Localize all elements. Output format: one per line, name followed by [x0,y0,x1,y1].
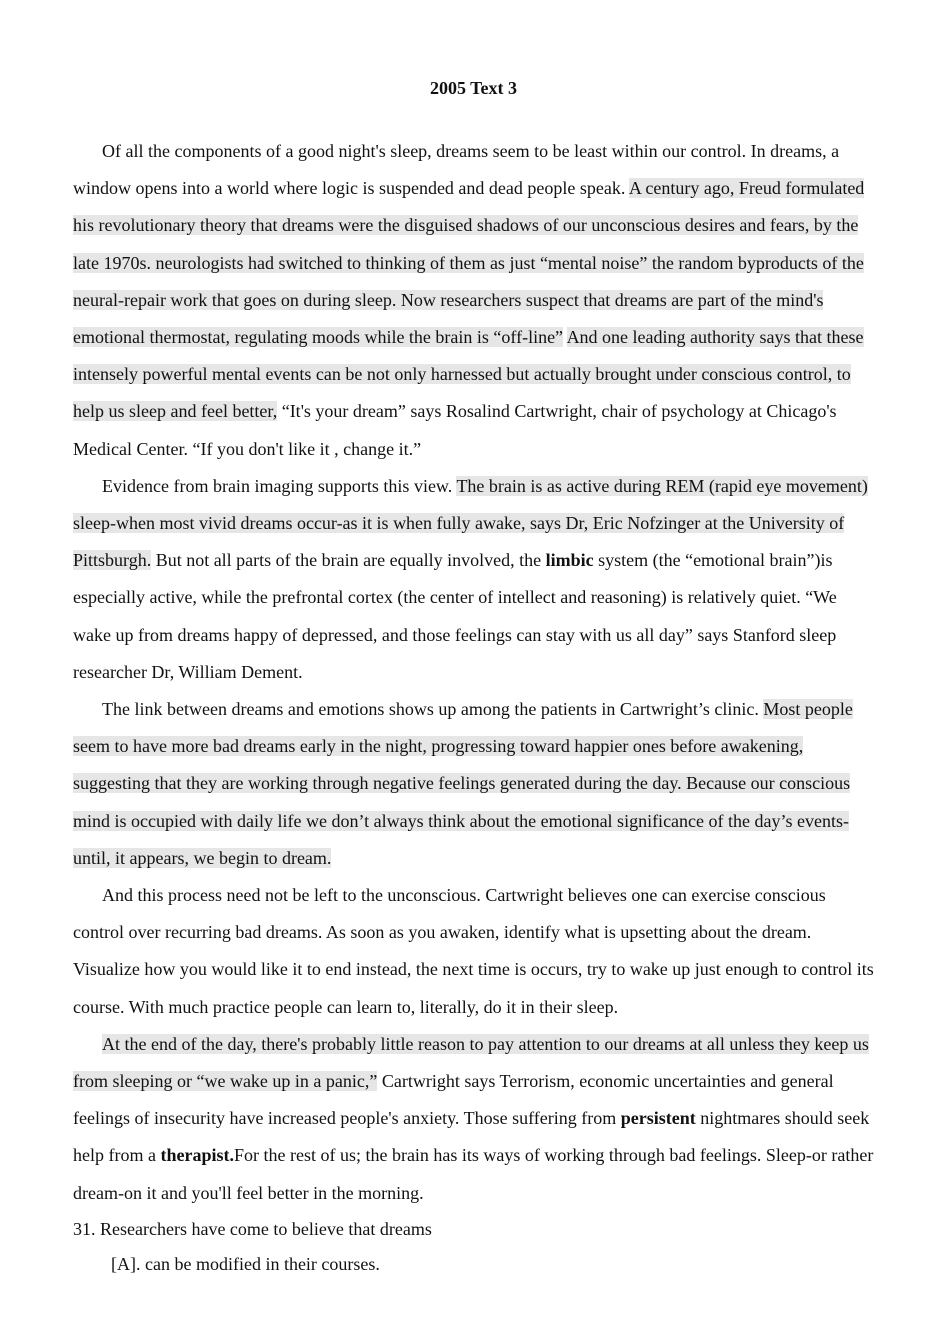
paragraph-1-highlight-2: And one leading authority says that these intensely powerful mental events can be not only harnessed but actually brought under conscious control, to help us sleep and feel better, [73,327,864,422]
paragraph-2 [73,468,874,691]
paragraph-2-highlight-1: The brain is as active during REM (rapid eye movement) sleep-when most vivid dreams occur-as it is when fully awake, says Dr, Eric Nofzinger at the University of Pittsburgh. [73,475,868,571]
paragraph-5-text-1: Cartwright says Terrorism, economic uncertainties and general feelings of insecurity have increased people's anxiety. Those suffering from [73,1071,834,1129]
paragraph-1-text-3: “It's your dream” says Rosalind Cartwright, chair of psychology at Chicago's Medical Center. “If you don't like it , change it.” [73,401,837,459]
paragraph-1-text-1: Of all the components of a good night's sleep, dreams seem to be least within our control. In dreams, a window opens into a world where logic is suspended and dead people speak. [73,141,840,199]
document-title: 2005 Text 3 [429,78,517,98]
paragraph-1-highlight-1: A century ago, Freud formulated his revolutionary theory that dreams were the disguised shadows of our unconscious desires and fears, by the late 1970s. neurologists had switched to thinking of them as just “mental noise” the random byproducts of the neural-repair work that goes on during sleep. Now researchers suspect that dreams are part of the mind's emotional thermostat, regulating moods while the brain is “off-line” [73,178,865,348]
paragraph-3 [73,691,874,877]
paragraph-2-text-1: Evidence from brain imaging supports this view. [102,475,457,496]
paragraph-5-text-3: For the rest of us; the brain has its ways of working through bad feelings. Sleep-or rather dream-on it and you'll feel better in the morning. [73,1145,874,1203]
paragraph-1 [73,133,874,468]
paragraph-2-text-3: system (the “emotional brain”)is especially active, while the prefrontal cortex (the center of intellect and reasoning) is relatively quiet. “We wake up from dreams happy of depressed, and those feelings can stay with us all day” says Stanford sleep researcher Dr, William Dement. [73,550,837,682]
paragraph-4 [73,877,874,1026]
paragraph-5-highlight-1: At the end of the day, there's probably little reason to pay attention to our dreams at all unless they keep us from sleeping or “we wake up in a panic,” [73,1033,869,1092]
question-31-stem: 31. Researchers have come to believe that dreams [73,1218,432,1239]
question-31-option-a: [A]. can be modified in their courses. [111,1253,380,1274]
paragraph-3-highlight-1: Most people seem to have more bad dreams early in the night, progressing toward happier ones before awakening, suggesting that they are working through negative feelings generated during the day. Because our conscious mind is occupied with daily life we don’t always think about the emotional significance of the day’s events-until, it appears, we begin to dream. [73,699,853,868]
paragraph-5-text-2: nightmares should seek help from a [73,1108,870,1166]
paragraph-5 [73,1026,874,1212]
paragraph-4-text-1: And this process need not be left to the unconscious. Cartwright believes one can exercise conscious control over recurring bad dreams. As soon as you awaken, identify what is upsetting about the dream. Visualize how you would like it to end instead, the next time is occurs, try to wake up just enough to control its course. With much practice people can learn to, literally, do it in their sleep. [73,885,874,1017]
paragraph-3-text-1: The link between dreams and emotions shows up among the patients in Cartwright’s clinic. [102,699,764,720]
paragraph-2-text-2: But not all parts of the brain are equally involved, the [151,550,546,571]
paragraph-5-bold-therapist: therapist. [160,1145,234,1166]
paragraph-2-bold-limbic: limbic [545,550,594,571]
paragraph-5-bold-persistent: persistent [620,1108,696,1129]
